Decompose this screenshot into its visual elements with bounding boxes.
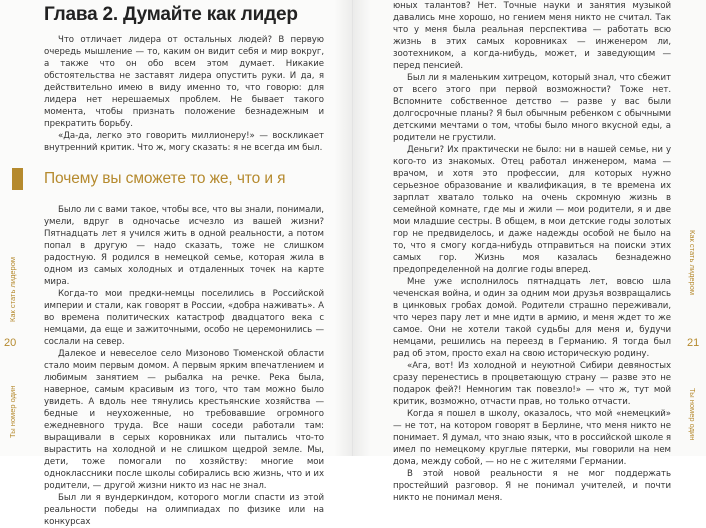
paragraph: Было ли с вами такое, чтобы все, что вы знали, понимали, умели, вдруг в одночасье исчезло из вашей жизни? Пятнадцать лет я учился жить в одной реальности, а потом попал в другую — надо сказать, тоже не слишком радостную. Я родился в немецкой семье, которая жила в одном из самых холодных и отдаленных точек на карте мира. <box>44 205 324 287</box>
paragraph: юных талантов? Нет. Точные науки и занятия музыкой давались мне хорошо, но гением меня никто не считал. Так что у меня была реальная перспектива — работать всю жизнь в этих самых коровниках — инженером ли, зоотехником, а когда-нибудь, может, и заведующим — перед пенсией. <box>393 1 671 71</box>
paragraph: «Да-да, легко это говорить миллионеру!» — воскликает внутренний критик. Что ж, могу сказать: я не всегда им был. <box>44 131 324 153</box>
right-text-column <box>393 0 671 504</box>
paragraph: Был ли я вундеркиндом, которого могли спасти из этой реальности победы на олимпиадах по физике или на конкурсах <box>44 493 324 527</box>
section-heading <box>12 168 324 190</box>
paragraph: Когда я пошел в школу, оказалось, что мой «немецкий» — не тот, на котором говорят в Берлине, что меня никто не понимает. Я думал, что знаю язык, что в российской школе я имел по немецкому круглые пятерки, мы говорили на нем дома, между собой, — но не с жителями Германии. <box>393 409 671 467</box>
left-text-column <box>44 0 324 528</box>
paragraph: Когда-то мои предки-немцы поселились в Российской империи и стали, как говорят в России, «добра наживать». А во времена политических катастроф двадцатого века с немцами, да еще и зажиточными, особо не церемонились — сослали на север. <box>44 289 324 347</box>
page-number: 20 <box>4 337 17 349</box>
paragraph: Был ли я маленьким хитрецом, который знал, что сбежит от всего этого при первой возможности? Тоже нет. Вспомните собственное детство — разве у вас были долгосрочные планы? Я был обычным ребенком с обычными детскими мечтами о том, чтобы было много вкусной еды, а родители не грустили. <box>393 73 671 143</box>
paragraph: «Ага, вот! Из холодной и неуютной Сибири девяностых сразу перенестись в процветающую страну — разве это не подарок фей?! Немногим так повезло!» — что ж, тут мой критик, возможно, отчасти прав, но только отчасти. <box>393 361 671 407</box>
gutter-shade-left <box>334 0 352 456</box>
running-head-series: Ты номер один <box>688 388 697 441</box>
section-title: Почему вы сможете то же, что и я <box>44 170 286 187</box>
right-page <box>353 0 706 503</box>
paragraph: Что отличает лидера от остальных людей? В первую очередь мышление — то, каким он видит себя и мир вокруг, а также что он обо всем этом думает. Никакие обстоятельства не заставят лидера опустить руки. И да, я действительно имею в виду именно то, что говорю: для лидера нет нерешаемых проблем. Не бывает такого момента, чтобы признать положение безнадежным и прекратить борьбу. <box>44 35 324 129</box>
paragraph: Мне уже исполнилось пятнадцать лет, вовсю шла чеченская война, и один за одним мои друзья возвращались в цинковых гробах домой. Родители страшно переживали, что через пару лет и мне идти в армию, и меня ждет то же самое. Они не хотели такой судьбы для меня и, будучи немцами, решились на переезд в Германию. Я тогда был рад об этом, просто ехал на свою историческую родину. <box>393 277 671 359</box>
paragraph: Деньги? Их практически не было: ни в нашей семье, ни у кого-то из знакомых. Отец работал инженером, мама — врачом, и хотя это профессии, для которых нужно серьезное образование и квалификация, в те времена их зарплат хватало только на очень скромную жизнь в семейной комнате, где мы и жили — мои родители, я и две мои младшие сестры. В общем, в мои детские годы золотых гор не предвиделось, и даже надежды особой не было на то, что я смогу когда-нибудь отправиться на поиски этих самых гор. Жизнь моя казалась безнадежно предопределенной на долгие годы вперед. <box>393 145 671 275</box>
running-head-series: Ты номер один <box>8 385 17 438</box>
gutter-shade-right <box>353 0 371 456</box>
paragraph: В этой новой реальности я не мог поддержать простейший разговор. Я не понимал учителей, и почти никто не понимал меня. <box>393 469 671 503</box>
left-page <box>0 0 353 527</box>
page-number: 21 <box>687 337 700 349</box>
running-head-book-title: Как стать лидером <box>8 256 17 322</box>
section-accent-bar <box>12 168 23 190</box>
running-head-book-title: Как стать лидером <box>688 230 697 296</box>
chapter-title: Глава 2. Думайте как лидер <box>44 4 298 25</box>
paragraph: Далекое и невеселое село Мизоново Тюменской области стало моим первым домом. А первым ярким впечатлением и любимым занятием — рыбалка на речке. Река была, наверное, самым красивым из того, что там можно было увидеть. А вдоль нее тянулись крестьянские хозяйства — бедные и неухоженные, но требовавшие огромного ежедневного труда. Все наши соседи работали там: выращивали в серых коровниках или пытались что-то вырастить на холодной и не слишком щедрой земле. Мы, дети, тоже помогали по хозяйству: многие мои одноклассники после школы собирались всю жизнь, что и их родители, — другой жизни никто из нас не знал. <box>44 349 324 491</box>
